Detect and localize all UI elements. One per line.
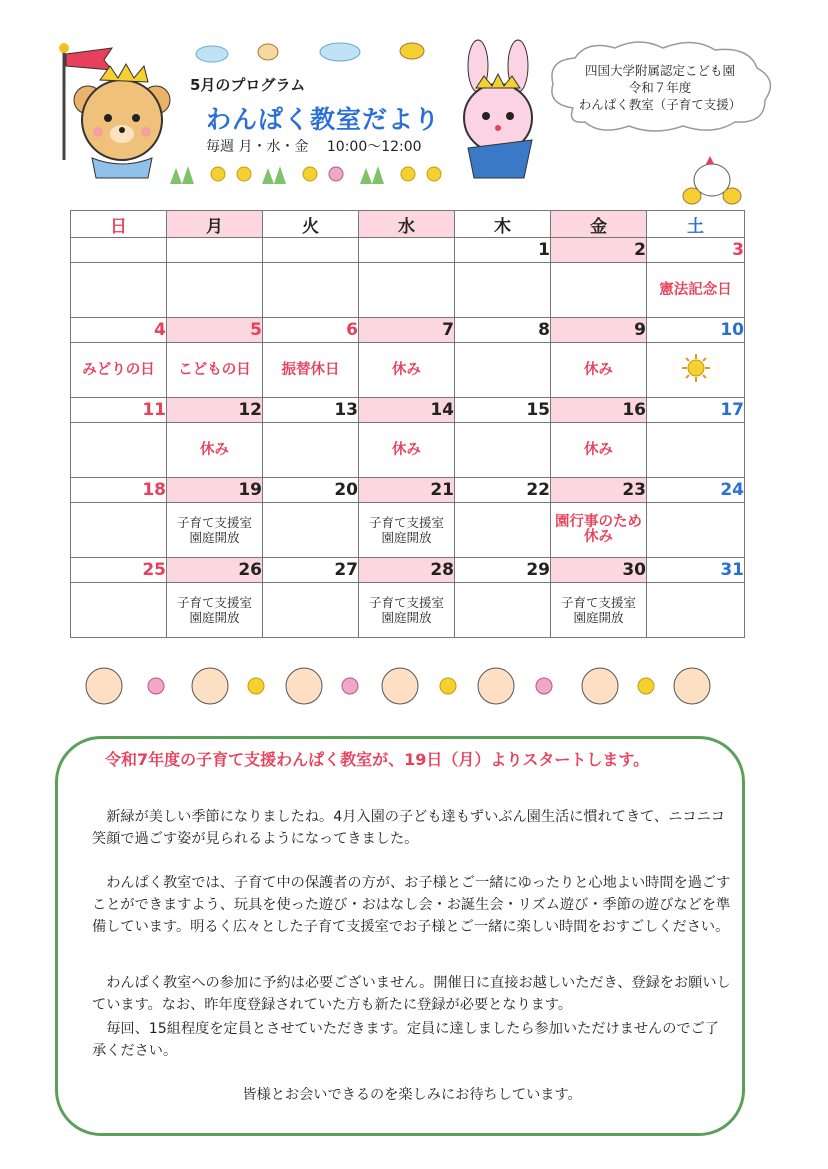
date-tue: 27	[263, 558, 359, 583]
event-label: みどりの日	[82, 361, 155, 378]
message-paragraph-4: 毎回、15組程度を定員とさせていただきます。定員に達しましたら参加いただけませんのでご了承ください。	[92, 1021, 719, 1059]
event-label: 休み	[392, 441, 421, 458]
event-cell-fri	[551, 423, 647, 478]
org-program: わんぱく教室（子育て支援）	[578, 97, 742, 112]
event-label: 子育て支援室 園庭開放	[368, 595, 444, 625]
event-cell-wed	[359, 263, 455, 318]
message-paragraph-1: 新緑が美しい季節になりましたね。4月入園の子ども達もずいぶん園生活に慣れてきて、ニコニコ笑顔で過ごす姿が見られるようになってきました。	[92, 809, 725, 847]
event-cell-sat	[647, 503, 745, 558]
date-sat: 24	[647, 478, 745, 503]
date-sat: 17	[647, 398, 745, 423]
date-sun: 25	[71, 558, 167, 583]
event-cell-wed	[359, 583, 455, 638]
date-thu: 15	[455, 398, 551, 423]
flowers-and-grass-illustration	[170, 158, 460, 188]
calendar-date-row	[71, 558, 745, 583]
date-sat: 3	[647, 238, 745, 263]
event-cell-sun	[71, 503, 167, 558]
event-cell-fri	[551, 583, 647, 638]
event-cell-sat	[647, 423, 745, 478]
event-cell-mon	[167, 263, 263, 318]
event-label: 休み	[200, 441, 229, 458]
event-cell-tue	[263, 423, 359, 478]
event-label: 休み	[584, 361, 613, 378]
date-fri: 23	[551, 478, 647, 503]
date-tue: 13	[263, 398, 359, 423]
calendar-table	[70, 210, 745, 638]
event-cell-fri	[551, 343, 647, 398]
org-year: 令和７年度	[628, 80, 692, 95]
date-wed: 28	[359, 558, 455, 583]
event-cell-wed	[359, 503, 455, 558]
event-label: 振替休日	[281, 361, 340, 378]
message-closing: 皆様とお会いできるのを楽しみにお待ちしています。	[242, 1087, 582, 1103]
date-mon: 5	[167, 318, 263, 343]
event-cell-fri	[551, 503, 647, 558]
date-tue	[263, 238, 359, 263]
chicks-illustration	[676, 150, 746, 210]
event-cell-tue	[263, 503, 359, 558]
date-tue: 6	[263, 318, 359, 343]
event-cell-thu	[455, 583, 551, 638]
weekday-tue: 火	[263, 211, 359, 238]
calendar-event-row	[71, 503, 745, 558]
event-cell-mon	[167, 343, 263, 398]
date-mon: 12	[167, 398, 263, 423]
event-label: 休み	[392, 361, 421, 378]
event-label: 休み	[584, 441, 613, 458]
date-wed: 14	[359, 398, 455, 423]
event-cell-wed	[359, 343, 455, 398]
date-mon: 19	[167, 478, 263, 503]
date-fri: 30	[551, 558, 647, 583]
event-cell-mon	[167, 583, 263, 638]
event-label: 子育て支援室 園庭開放	[176, 515, 252, 545]
event-cell-sat	[647, 263, 745, 318]
weekday-sat: 土	[647, 211, 745, 238]
date-tue: 20	[263, 478, 359, 503]
event-cell-tue	[263, 343, 359, 398]
schedule-text: 毎週 月・水・金 10:00〜12:00	[206, 139, 422, 155]
calendar-event-row	[71, 263, 745, 318]
event-cell-thu	[455, 343, 551, 398]
date-fri: 16	[551, 398, 647, 423]
event-label: 子育て支援室 園庭開放	[368, 515, 444, 545]
event-cell-wed	[359, 423, 455, 478]
weekday-sun: 日	[71, 211, 167, 238]
event-cell-mon	[167, 503, 263, 558]
date-fri: 9	[551, 318, 647, 343]
event-cell-thu	[455, 423, 551, 478]
event-cell-sat	[647, 343, 745, 398]
event-label: 子育て支援室 園庭開放	[560, 595, 636, 625]
calendar-event-row	[71, 423, 745, 478]
event-cell-sun	[71, 423, 167, 478]
weekday-mon: 月	[167, 211, 263, 238]
calendar-date-row	[71, 398, 745, 423]
date-wed	[359, 238, 455, 263]
message-paragraph-3: わんぱく教室への参加に予約は必要ございません。開催日に直接お越しいただき、登録をお願いしています。なお、昨年度登録されていた方も新たに登録が必要となります。	[92, 975, 731, 1013]
event-cell-sat	[647, 583, 745, 638]
calendar-event-row	[71, 343, 745, 398]
event-label: 園行事のため 休み	[555, 514, 642, 545]
calendar-date-row	[71, 478, 745, 503]
weekday-thu: 木	[455, 211, 551, 238]
message-paragraph-2: わんぱく教室では、子育て中の保護者の方が、お子様とご一緒にゆったりと心地よい時間を過ごすことができますよう、玩具を使った遊び・おはなし会・お誕生会・リズム遊び・季節の遊びなどを準備しています。明るく広々とした子育て支援室でお子様とご一緒に楽しい時間をおすごしください。	[92, 875, 731, 935]
rabbit-mascot-illustration	[448, 38, 548, 184]
sun-icon	[681, 353, 711, 383]
date-sun: 18	[71, 478, 167, 503]
calendar-date-row	[71, 238, 745, 263]
date-wed: 7	[359, 318, 455, 343]
event-label: 子育て支援室 園庭開放	[176, 595, 252, 625]
event-label: こどもの日	[178, 361, 251, 378]
event-cell-sun	[71, 343, 167, 398]
date-thu: 8	[455, 318, 551, 343]
date-sat: 31	[647, 558, 745, 583]
event-label: 憲法記念日	[659, 281, 732, 298]
event-cell-sun	[71, 583, 167, 638]
organization-block	[560, 62, 760, 113]
date-thu: 22	[455, 478, 551, 503]
cloud-and-birds-illustration	[190, 38, 440, 68]
date-thu: 29	[455, 558, 551, 583]
bear-mascot-illustration	[52, 40, 182, 180]
calendar-event-row	[71, 583, 745, 638]
event-cell-sun	[71, 263, 167, 318]
event-cell-tue	[263, 263, 359, 318]
date-mon: 26	[167, 558, 263, 583]
date-wed: 21	[359, 478, 455, 503]
weekday-header-row	[71, 211, 745, 238]
event-cell-mon	[167, 423, 263, 478]
event-cell-fri	[551, 263, 647, 318]
children-illustration-strip	[80, 660, 720, 714]
date-fri: 2	[551, 238, 647, 263]
event-cell-thu	[455, 503, 551, 558]
weekday-fri: 金	[551, 211, 647, 238]
date-thu: 1	[455, 238, 551, 263]
org-name: 四国大学附属認定こども園	[584, 63, 735, 78]
message-heading: 令和7年度の子育て支援わんぱく教室が、19日（月）よりスタートします。	[105, 750, 650, 769]
event-cell-thu	[455, 263, 551, 318]
date-sun: 4	[71, 318, 167, 343]
calendar-date-row	[71, 318, 745, 343]
date-sun: 11	[71, 398, 167, 423]
date-sat: 10	[647, 318, 745, 343]
event-cell-tue	[263, 583, 359, 638]
date-mon	[167, 238, 263, 263]
weekday-wed: 水	[359, 211, 455, 238]
newsletter-title: わんぱく教室だより	[206, 105, 441, 134]
date-sun	[71, 238, 167, 263]
program-label: 5月のプログラム	[190, 76, 306, 94]
